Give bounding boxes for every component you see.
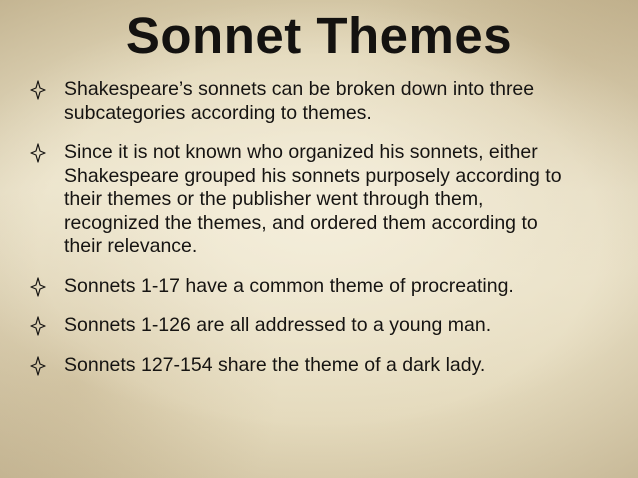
bullet-line: recognized the themes, and ordered them according to xyxy=(64,211,538,234)
bullet-item xyxy=(30,275,615,299)
bullet-list xyxy=(30,78,615,393)
four-point-star-icon xyxy=(30,80,46,100)
slide-title: Sonnet Themes xyxy=(125,7,513,64)
bullet-line: Shakespeare’s sonnets can be broken down into three xyxy=(64,78,535,100)
bullet-item xyxy=(30,354,615,378)
bullet-line: Sonnets 1-17 have a common theme of procreating. xyxy=(64,274,514,297)
bullet-item xyxy=(30,141,615,259)
four-point-star-icon xyxy=(30,316,46,336)
bullet-line: Sonnets 1-126 are all addressed to a young man. xyxy=(64,314,492,336)
bullet-line: their relevance. xyxy=(64,235,198,257)
bullet-item xyxy=(30,314,615,338)
four-point-star-icon xyxy=(30,143,46,163)
bullet-line: Since it is not known who organized his sonnets, either xyxy=(64,141,538,163)
four-point-star-icon xyxy=(30,277,46,297)
bullet-line: Shakespeare grouped his sonnets purposely according to xyxy=(64,164,562,187)
bullet-item xyxy=(30,78,615,125)
bullet-line: subcategories according to themes. xyxy=(64,101,372,124)
bullet-line: their themes or the publisher went through them, xyxy=(64,188,484,210)
four-point-star-icon xyxy=(30,356,46,376)
bullet-line: Sonnets 127-154 share the theme of a dark lady. xyxy=(64,353,486,376)
